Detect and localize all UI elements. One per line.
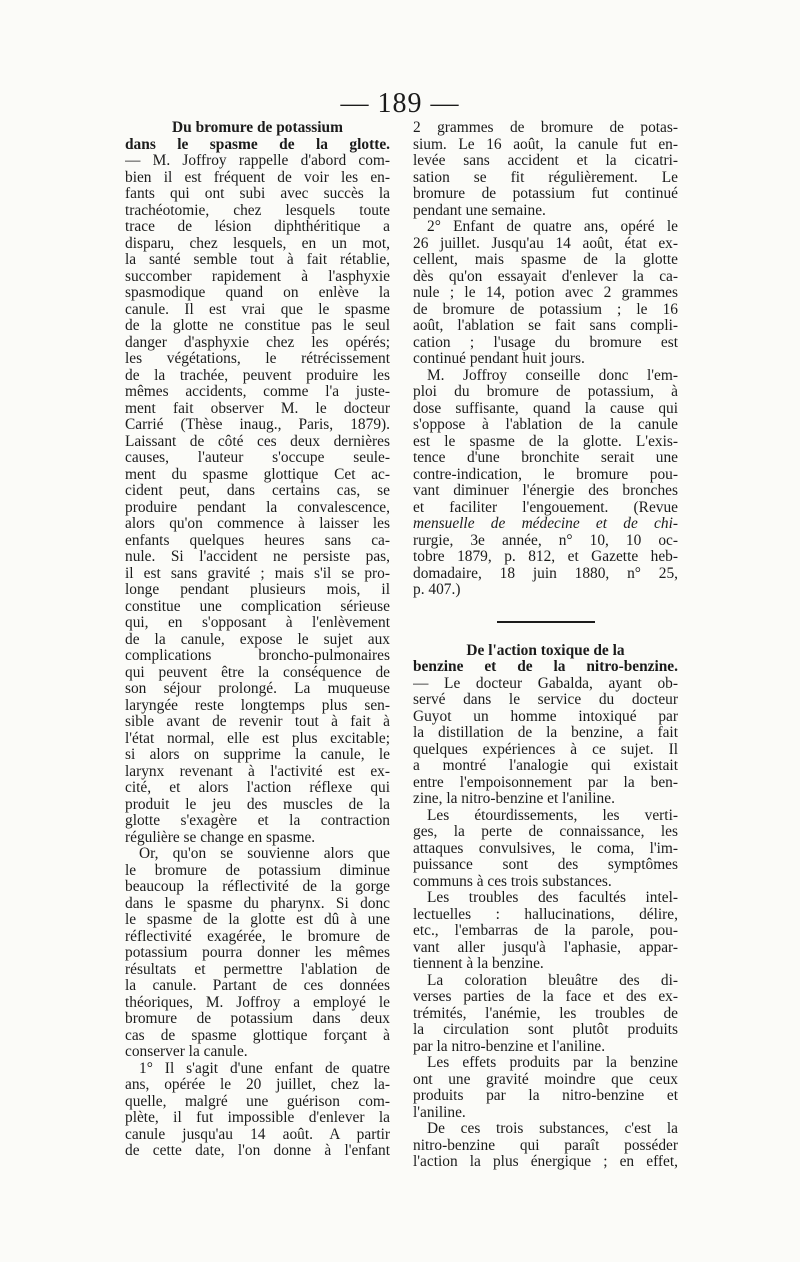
text-line: quelle, malgré une guérison com-: [125, 1093, 390, 1110]
text-line: mensuelle de médecine et de chi-: [413, 516, 678, 532]
text-line: dans le spasme du pharynx. Si donc: [125, 895, 390, 912]
text-line: la canule. Partant de ces données: [125, 978, 390, 994]
text-line: alors qu'on commence à laisser les: [125, 516, 390, 532]
text-line: 26 juillet. Jusqu'au 14 août, état ex-: [413, 235, 678, 252]
text-line: Les étourdissements, les verti-: [427, 807, 678, 824]
text-line: sible avant de revenir tout à fait à: [125, 714, 390, 730]
text-line: vant diminuer l'énergie des bronches: [413, 483, 678, 499]
text-line: le spasme de la glotte est dû à une: [125, 912, 390, 928]
text-line: bromure de potassium dans deux: [125, 1011, 390, 1027]
section-heading-line: dans le spasme de la glotte.: [125, 136, 390, 153]
text-line: ploi du bromure de potassium, à: [413, 384, 678, 400]
text-line: continué pendant huit jours.: [413, 351, 585, 367]
text-line: beaucoup la réflectivité de la gorge: [125, 879, 390, 895]
text-line: larynx revenant à l'activité est ex-: [125, 763, 390, 780]
section-heading-line: Du bromure de potassium: [172, 120, 343, 136]
text-line: verses parties de la face et des ex-: [413, 989, 678, 1005]
text-line: réflectivité exagérée, le bromure de: [125, 928, 390, 945]
text-line: 2° Enfant de quatre ans, opéré le: [427, 219, 678, 235]
text-line: enfants quelques heures sans ca-: [125, 532, 390, 549]
text-line: Guyot un homme intoxiqué par: [413, 708, 678, 725]
text-line: produit le jeu des muscles de la: [125, 796, 390, 813]
text-line: constitue une complication sérieuse: [125, 598, 390, 615]
text-line: sation se fit régulièrement. Le: [413, 169, 678, 186]
text-line: produits par la nitro-benzine et: [413, 1088, 678, 1104]
text-line: ans, opérée le 20 juillet, chez la-: [125, 1077, 390, 1093]
text-line: nule ; le 14, potion avec 2 grammes: [413, 285, 678, 301]
text-line: bien il est fréquent de voir les en-: [125, 169, 390, 186]
text-line: ges, la perte de connaissance, les: [413, 824, 678, 840]
text-line: cité, et alors l'action réflexe qui: [125, 780, 390, 796]
text-line: nule. Si l'accident ne persiste pas,: [125, 549, 390, 565]
text-line: bromure de potassium fut continué: [413, 186, 678, 202]
text-line: zine, la nitro-benzine et l'aniline.: [413, 791, 615, 807]
text-line: la distillation de la benzine, a fait: [413, 725, 678, 741]
text-line: La coloration bleuâtre des di-: [427, 972, 678, 989]
text-line: et faciliter l'engouement. (Revue: [413, 499, 678, 516]
text-line: si alors on supprime la canule, le: [125, 747, 390, 763]
text-line: ont une gravité moindre que ceux: [413, 1071, 678, 1088]
text-line: de bromure de potassium ; le 16: [413, 301, 678, 318]
text-line: communs à ces trois substances.: [413, 873, 612, 890]
text-line: de la canule, expose le sujet aux: [125, 631, 390, 648]
text-line: cident peut, dans certains cas, se: [125, 483, 390, 499]
text-line: la santé semble tout à fait rétablie,: [125, 252, 390, 268]
section-heading-line: De l'action toxique de la: [466, 642, 625, 659]
text-line: glotte s'exagère et la contraction: [125, 813, 390, 829]
text-line: De ces trois substances, c'est la: [427, 1121, 678, 1137]
text-line: danger d'asphyxie chez les opérés;: [125, 334, 390, 351]
text-line: dès qu'on essayait d'enlever la ca-: [413, 268, 678, 285]
text-line: canule jusqu'au 14 août. A partir: [125, 1126, 390, 1143]
text-line: attaques convulsives, le coma, l'im-: [413, 840, 678, 857]
text-line: levée sans accident et la cicatri-: [413, 153, 678, 169]
section-divider: [497, 621, 595, 623]
text-line: a montré l'analogie qui existait: [413, 758, 678, 774]
left-column: [125, 120, 390, 1160]
text-line: trace de lésion diphthéritique a: [125, 219, 390, 235]
text-line: Les troubles des facultés intel-: [427, 890, 678, 906]
text-line: les végétations, le rétrécissement: [125, 351, 390, 367]
text-line: l'état normal, elle est plus excitable;: [125, 730, 390, 747]
text-line: complications broncho-pulmonaires: [125, 648, 390, 664]
text-line: son séjour prolongé. La muqueuse: [125, 681, 390, 697]
text-line: nitro-benzine qui paraît posséder: [413, 1137, 678, 1154]
right-column: [413, 120, 678, 1171]
text-line: mêmes accidents, comme l'a juste-: [125, 384, 390, 400]
section-heading-line: benzine et de la nitro-benzine.: [413, 659, 678, 675]
text-line: domadaire, 18 juin 1880, n° 25,: [413, 565, 678, 582]
text-line: causes, l'auteur s'occupe seule-: [125, 450, 390, 466]
text-line: fants qui ont subi avec succès la: [125, 186, 390, 202]
text-line: Les effets produits par la benzine: [427, 1055, 678, 1071]
text-line: lectuelles : hallucinations, délire,: [413, 906, 678, 923]
text-line: cation ; l'usage du bromure est: [413, 334, 678, 351]
text-line: spasmodique quand on enlève la: [125, 285, 390, 301]
text-line: sium. Le 16 août, la canule fut en-: [413, 136, 678, 153]
text-line: succomber rapidement à l'asphyxie: [125, 268, 390, 285]
text-line: 2 grammes de bromure de potas-: [413, 120, 678, 136]
text-line: la circulation sont plutôt produits: [413, 1022, 678, 1038]
text-line: trachéotomie, chez lesquels toute: [125, 202, 390, 219]
text-line: de la glotte ne constitue pas le seul: [125, 318, 390, 334]
text-line: potassium pourra donner les mêmes: [125, 945, 390, 961]
text-line: rurgie, 3e année, n° 10, 10 oc-: [413, 532, 678, 549]
text-line: p. 407.): [413, 582, 461, 598]
text-line: l'action la plus énergique ; en effet,: [413, 1154, 678, 1170]
text-line: ment fait observer M. le docteur: [125, 400, 390, 417]
text-line: dose suffisante, quand la cause qui: [413, 400, 678, 417]
text-line: pendant une semaine.: [413, 202, 546, 219]
text-line: canule. Il est vrai que le spasme: [125, 301, 390, 318]
text-line: résultats et permettre l'ablation de: [125, 961, 390, 978]
text-line: par la nitro-benzine et l'aniline.: [413, 1038, 606, 1055]
text-line: tence d'une bronchite serait une: [413, 450, 678, 466]
text-line: il est sans gravité ; mais s'il se pro-: [125, 565, 390, 582]
text-line: produire pendant la convalescence,: [125, 499, 390, 516]
text-line: le bromure de potassium diminue: [125, 862, 390, 879]
text-line: etc., l'embarras de la parole, pou-: [413, 923, 678, 939]
text-line: tobre 1879, p. 812, et Gazette heb-: [413, 549, 678, 565]
text-line: ment du spasme glottique Cet ac-: [125, 466, 390, 483]
text-line: août, l'ablation se fait sans compli-: [413, 318, 678, 334]
text-line: laryngée reste longtemps plus sen-: [125, 697, 390, 714]
text-line: contre-indication, le bromure pou-: [413, 466, 678, 483]
text-line: servé dans le service du docteur: [413, 692, 678, 708]
text-line: qui peuvent être la conséquence de: [125, 664, 390, 681]
text-line: cas de spasme glottique forçant à: [125, 1027, 390, 1044]
text-line: puissance sont des symptômes: [413, 857, 678, 873]
text-line: longe pendant plusieurs mois, il: [125, 582, 390, 598]
text-line: est le spasme de la glotte. L'exis-: [413, 433, 678, 450]
text-line: régulière se change en spasme.: [125, 829, 316, 846]
text-line: Or, qu'on se souvienne alors que: [139, 846, 390, 862]
text-line: disparu, chez lesquels, en un mot,: [125, 235, 390, 252]
text-line: s'oppose à l'ablation de la canule: [413, 417, 678, 433]
text-line: — Le docteur Gabalda, ayant ob-: [413, 675, 678, 692]
page-number: — 189 —: [340, 88, 460, 119]
text-line: entre l'empoisonnement par la ben-: [413, 774, 678, 791]
text-line: qui, en s'opposant à l'enlèvement: [125, 615, 390, 631]
text-line: M. Joffroy conseille donc l'em-: [427, 367, 678, 384]
text-line: théoriques, M. Joffroy a employé le: [125, 994, 390, 1011]
text-line: conserver la canule.: [125, 1044, 248, 1060]
text-line: tiennent à la benzine.: [413, 956, 544, 972]
text-line: de la trachée, peuvent produire les: [125, 367, 390, 384]
text-line: — M. Joffroy rappelle d'abord com-: [125, 153, 390, 169]
text-line: de cette date, l'on donne à l'enfant: [125, 1143, 390, 1159]
text-line: Laissant de côté ces deux dernières: [125, 433, 390, 450]
text-line: quelques expériences à ce sujet. Il: [413, 741, 678, 758]
text-line: 1° Il s'agit d'une enfant de quatre: [139, 1060, 390, 1077]
text-line: l'aniline.: [413, 1104, 466, 1121]
text-line: Carrié (Thèse inaug., Paris, 1879).: [125, 417, 390, 433]
text-line: cellent, mais spasme de la glotte: [413, 252, 678, 268]
text-line: plète, il fut impossible d'enlever la: [125, 1110, 390, 1126]
text-line: trémités, l'anémie, les troubles de: [413, 1005, 678, 1022]
text-line: vant aller jusqu'à l'aphasie, appar-: [413, 939, 678, 956]
